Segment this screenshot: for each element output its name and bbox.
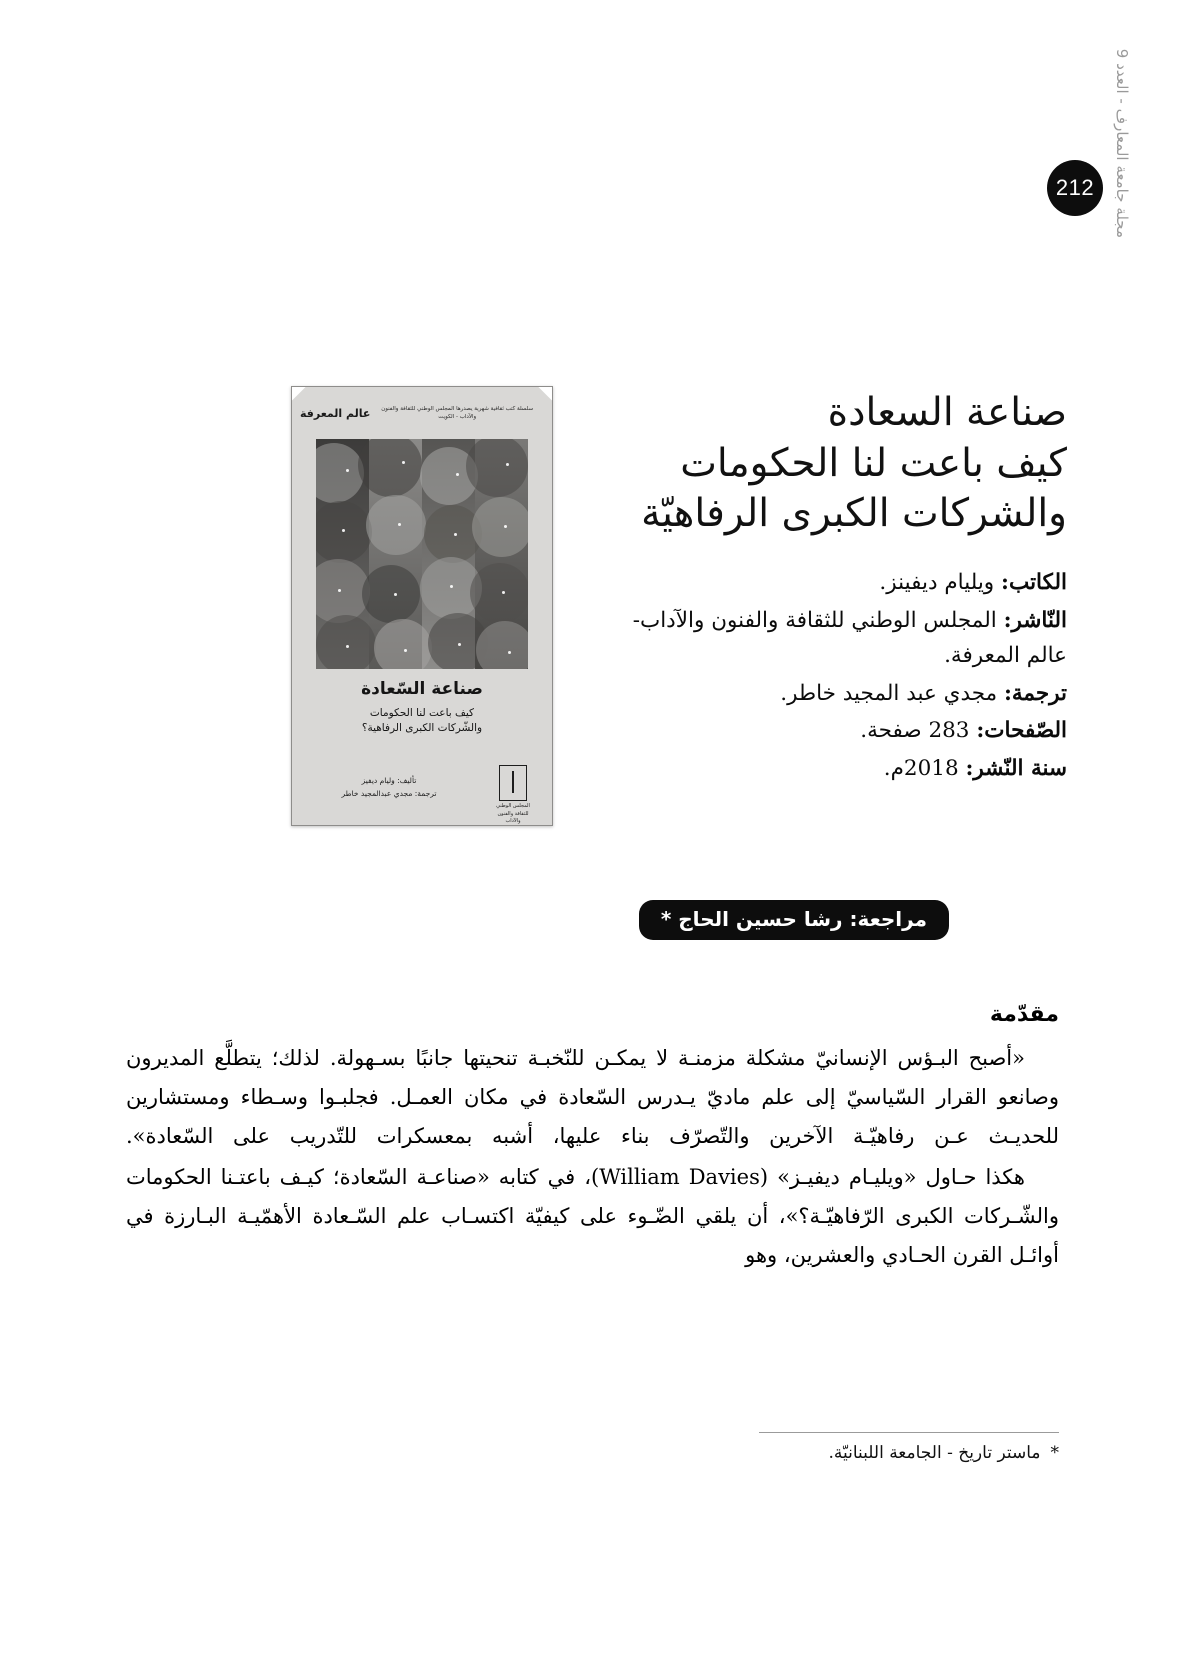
cover-art-dot [504, 525, 507, 528]
book-cover-wrapper [293, 386, 553, 826]
cover-subtitle-line-1: كيف باعت لنا الحكومات [369, 707, 475, 720]
cover-credit-author: تأليف: وليام ديفيز [361, 776, 417, 785]
cover-art-dot [404, 649, 407, 652]
cover-art-circle [316, 615, 376, 669]
cover-art-dot [508, 651, 511, 654]
cover-artwork [316, 439, 528, 669]
metadata-row-author [587, 566, 1067, 601]
reviewer-banner: مراجعة: رشا حسين الحاج * [639, 900, 949, 940]
cover-art-circle [470, 563, 528, 623]
cover-art-dot [398, 523, 401, 526]
cover-text-block [302, 679, 542, 737]
metadata-key-pages: الصّفحات: [976, 718, 1067, 744]
cover-publisher-name-line-2: للثقافة والفنون والآداب [497, 810, 529, 824]
metadata-value-author: ويليام ديفينز. [879, 570, 1002, 596]
book-metadata-list [587, 566, 1067, 787]
metadata-row-translation [587, 677, 1067, 712]
cover-art-dot [450, 585, 453, 588]
metadata-key-translation: ترجمة: [1003, 680, 1067, 706]
book-title-line-1: صناعة السعادة [827, 390, 1067, 435]
cover-publisher-name [490, 803, 536, 826]
cover-art-circle [472, 497, 528, 557]
cover-credit-translator: ترجمة: مجدي عبدالمجيد خاطر [341, 788, 437, 798]
metadata-row-publisher [587, 604, 1067, 674]
publisher-emblem-icon [499, 765, 527, 801]
cover-series-line: سلسلة كتب ثقافية شهرية يصدرها المجلس الوطني للثقافة والفنون والآداب - الكويت [381, 405, 534, 420]
metadata-value-publisher: المجلس الوطني للثقافة والفنون والآداب- عالم المعرفة. [632, 607, 1067, 668]
cover-credits [304, 775, 474, 801]
cover-publisher-logo [490, 765, 536, 826]
cover-topbar [300, 393, 544, 433]
book-cover-image [291, 386, 553, 826]
metadata-key-publisher: النّاشر: [1003, 607, 1067, 633]
cover-series-logo: عالم المعرفة [300, 406, 371, 420]
cover-art-dot [456, 473, 459, 476]
cover-art-dot [502, 591, 505, 594]
cover-subtitle [302, 706, 542, 736]
footnote-text-value: ماستر تاريخ - الجامعة اللبنانيّة. [828, 1443, 1041, 1463]
cover-art-dot [454, 533, 457, 536]
cover-art-circle [366, 495, 426, 555]
body-paragraph-2: هكذا حـاول «ويليـام ديفيـز» (William Davies)، في كتابه «صناعـة السّعادة؛ كيـف باعتـنا الحكومات والشّـركات الكبرى الرّفاهيّـة؟»، أن يلقي الضّـوء على كيفيّة اكتسـاب علم السّـعادة الأهمّيـة البـارزة في أوائـل القرن الحـادي والعشرين، وهو [126, 1165, 1059, 1268]
page-number-badge [1047, 160, 1103, 216]
book-title-line-2: كيف باعت لنا الحكومات [680, 440, 1067, 486]
cover-art-dot [338, 589, 341, 592]
page-number: 212 [1055, 175, 1095, 200]
cover-art-dot [346, 469, 349, 472]
book-header [118, 380, 1067, 826]
cover-publisher-name-line-1: المجلس الوطني [496, 803, 530, 809]
metadata-value-pages: 283 صفحة. [860, 718, 977, 744]
article-body [126, 1002, 1059, 1277]
metadata-key-year: سنة النّشر: [965, 756, 1067, 782]
metadata-value-translation: مجدي عبد المجيد خاطر. [780, 680, 1004, 706]
book-title [587, 388, 1067, 540]
cover-art-circle [374, 619, 432, 669]
body-paragraph-1: «أصبح البـؤس الإنسانيّ مشكلة مزمنـة لا يمكـن للنّخبـة تنحيتها جانبًا بسـهولة. لذلك؛ يتطلَّع المديرون وصانعو القرار السّياسيّ إلى علم ماديّ يـدرس السّعادة في مكان العمـل. فجلبـوا وسـطاء ومستشارين للحديـث عـن رفاهيّـة الآخرين والتّصرّف بناء عليها، أشبه بمعسكرات للتّدريب على السّعادة». [126, 1046, 1059, 1149]
title-and-metadata [587, 380, 1067, 790]
metadata-key-author: الكاتب: [1001, 570, 1067, 596]
running-head: مجلة جامعة المعارف - العدد 9 [1113, 48, 1131, 238]
section-heading-introduction: مقدّمة [989, 1002, 1059, 1027]
book-title-line-3: والشركات الكبرى الرفاهيّة [641, 491, 1067, 537]
metadata-value-year: 2018م. [883, 756, 966, 782]
cover-subtitle-line-2: والشّركات الكبرى الرفاهية؟ [361, 722, 483, 735]
cover-art-dot [506, 463, 509, 466]
footnote-star-marker: * [1050, 1443, 1059, 1463]
cover-art-dot [458, 643, 461, 646]
cover-title: صناعة السّعادة [361, 679, 483, 699]
cover-art-circle [362, 565, 420, 623]
cover-art-dot [402, 461, 405, 464]
footnote-divider [759, 1432, 1059, 1433]
cover-art-dot [342, 529, 345, 532]
metadata-row-pages [587, 714, 1067, 749]
footnote-area [126, 1432, 1059, 1463]
footnote-line [126, 1443, 1059, 1463]
metadata-row-year [587, 752, 1067, 787]
cover-art-dot [394, 593, 397, 596]
cover-art-dot [346, 645, 349, 648]
